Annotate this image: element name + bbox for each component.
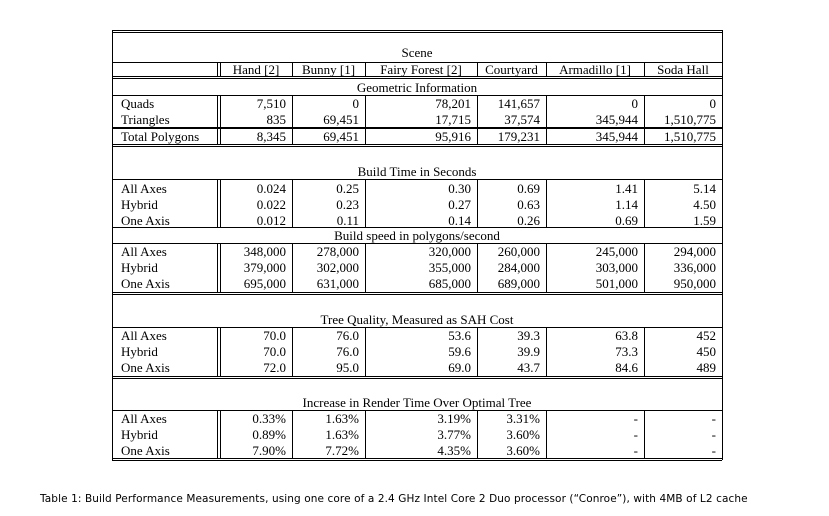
column-divider: [365, 128, 366, 144]
column-divider: [292, 95, 293, 127]
column-divider: [292, 128, 293, 144]
table-cell: 1.63%: [325, 427, 359, 442]
column-header: Soda Hall: [657, 62, 709, 77]
table-cell: 0.11: [336, 213, 359, 228]
header-bottom-rule-inner: [112, 78, 722, 79]
column-divider: [644, 62, 645, 76]
row-label: All Axes: [121, 181, 167, 196]
table-cell: 1.63%: [325, 411, 359, 426]
table-cell: 348,000: [243, 244, 286, 259]
table-caption: Table 1: Build Performance Measurements, using one core of a 2.4 GHz Intel Core 2 Duo processor (“Conroe”), with 4MB of L2 cache: [40, 493, 748, 505]
section-bottom-rule-inner: [112, 294, 722, 295]
column-divider: [217, 62, 218, 76]
table-cell: 7.72%: [325, 443, 359, 458]
table-cell: 450: [696, 344, 716, 359]
column-divider: [217, 327, 218, 376]
table-cell: 0.30: [448, 181, 471, 196]
table-cell: 3.31%: [506, 411, 540, 426]
table-cell: 278,000: [316, 244, 359, 259]
column-divider: [217, 243, 218, 292]
table-cell: 5.14: [693, 181, 716, 196]
table-cell: 70.0: [263, 344, 286, 359]
table-cell: 501,000: [595, 276, 638, 291]
column-divider: [546, 243, 547, 292]
column-header: Courtyard: [485, 62, 538, 77]
section-bottom-rule-inner: [112, 460, 722, 461]
table-cell: 631,000: [316, 276, 359, 291]
table-cell: 685,000: [428, 276, 471, 291]
table-cell: 8,345: [256, 129, 286, 144]
column-divider: [292, 327, 293, 376]
column-header: Bunny [1]: [301, 62, 356, 77]
column-divider: [477, 327, 478, 376]
column-divider: [365, 327, 366, 376]
column-divider: [644, 243, 645, 292]
table-cell: 1.14: [615, 197, 638, 212]
table-cell: 70.0: [263, 328, 286, 343]
table-top-rule-inner: [112, 32, 722, 33]
column-divider: [365, 179, 366, 227]
section-title: Geometric Information: [356, 80, 478, 95]
table-cell: 1,510,775: [664, 112, 716, 127]
table-right-border: [722, 30, 723, 460]
table-cell: 63.8: [615, 328, 638, 343]
table-cell: 17,715: [435, 112, 471, 127]
table-cell: 69,451: [323, 112, 359, 127]
column-divider: [644, 128, 645, 144]
table-cell: 95,916: [435, 129, 471, 144]
table-cell: 489: [696, 360, 716, 375]
table-cell: -: [711, 411, 716, 426]
table-cell: -: [711, 427, 716, 442]
column-divider: [546, 327, 547, 376]
table-cell: 0.024: [256, 181, 286, 196]
table-cell: 1,510,775: [664, 129, 716, 144]
section-bottom-rule-inner: [112, 146, 722, 147]
column-divider: [546, 95, 547, 127]
column-divider: [477, 62, 478, 76]
table-cell: 260,000: [497, 244, 540, 259]
table-cell: 355,000: [428, 260, 471, 275]
column-divider: [477, 243, 478, 292]
section-title: Tree Quality, Measured as SAH Cost: [320, 312, 514, 327]
table-cell: 0.26: [517, 213, 540, 228]
table-cell: 689,000: [497, 276, 540, 291]
table-cell: 345,944: [595, 112, 638, 127]
row-label: All Axes: [121, 411, 167, 426]
table-cell: 345,944: [595, 129, 638, 144]
column-divider: [217, 179, 218, 227]
table-cell: 303,000: [595, 260, 638, 275]
column-divider: [217, 410, 218, 458]
column-divider: [292, 243, 293, 292]
scene-title: Scene: [401, 45, 433, 60]
table-cell: 37,574: [504, 112, 540, 127]
column-divider: [477, 410, 478, 458]
row-label: Quads: [121, 96, 155, 111]
table-cell: 73.3: [615, 344, 638, 359]
table-cell: 78,201: [435, 96, 471, 111]
column-divider: [292, 410, 293, 458]
table-cell: 3.60%: [506, 427, 540, 442]
table-cell: 76.0: [336, 344, 359, 359]
column-divider: [220, 327, 221, 376]
table-cell: 0.89%: [252, 427, 286, 442]
column-header: Hand [2]: [232, 62, 280, 77]
table-cell: 53.6: [448, 328, 471, 343]
section-bottom-rule-inner: [112, 378, 722, 379]
column-divider: [220, 243, 221, 292]
table-cell: 4.35%: [437, 443, 471, 458]
table-cell: -: [633, 443, 638, 458]
table-cell: 95.0: [336, 360, 359, 375]
section-bottom-rule: [112, 144, 722, 145]
section-bottom-rule: [112, 376, 722, 377]
table-cell: 0: [352, 96, 359, 111]
table-cell: 0.14: [448, 213, 471, 228]
column-divider: [220, 179, 221, 227]
table-cell: 0.69: [615, 213, 638, 228]
table-cell: 0.33%: [252, 411, 286, 426]
table-cell: -: [633, 411, 638, 426]
column-divider: [546, 410, 547, 458]
column-divider: [217, 95, 218, 127]
row-label: One Axis: [121, 443, 170, 458]
table-cell: 0.27: [448, 197, 471, 212]
table-cell: 302,000: [316, 260, 359, 275]
row-label: All Axes: [121, 328, 167, 343]
column-divider: [477, 179, 478, 227]
table-cell: 43.7: [517, 360, 540, 375]
table-cell: 284,000: [497, 260, 540, 275]
column-divider: [220, 95, 221, 127]
table-cell: 1.59: [693, 213, 716, 228]
table-cell: 0.012: [256, 213, 286, 228]
column-divider: [546, 62, 547, 76]
column-divider: [644, 179, 645, 227]
table-cell: 0.25: [336, 181, 359, 196]
column-header: Armadillo [1]: [559, 62, 631, 77]
column-divider: [220, 62, 221, 76]
table-cell: -: [633, 427, 638, 442]
row-label: Triangles: [121, 112, 170, 127]
table-cell: 7.90%: [252, 443, 286, 458]
table-cell: 1.41: [615, 181, 638, 196]
column-divider: [365, 243, 366, 292]
table-cell: 0.022: [256, 197, 286, 212]
row-label: Total Polygons: [121, 129, 200, 144]
column-divider: [365, 410, 366, 458]
table-cell: 7,510: [256, 96, 286, 111]
table-cell: 179,231: [497, 129, 540, 144]
table-cell: 69.0: [448, 360, 471, 375]
table-cell: 950,000: [673, 276, 716, 291]
row-label: One Axis: [121, 276, 170, 291]
table-cell: 245,000: [595, 244, 638, 259]
table-cell: 695,000: [243, 276, 286, 291]
row-label: All Axes: [121, 244, 167, 259]
row-label: Hybrid: [121, 344, 158, 359]
table-cell: 3.60%: [506, 443, 540, 458]
column-divider: [292, 62, 293, 76]
column-divider: [365, 62, 366, 76]
header-bottom-rule: [112, 76, 722, 77]
table-cell: 39.9: [517, 344, 540, 359]
column-header: Fairy Forest [2]: [380, 62, 462, 77]
column-divider: [546, 128, 547, 144]
table-cell: 0: [709, 96, 716, 111]
column-divider: [365, 95, 366, 127]
table-cell: 76.0: [336, 328, 359, 343]
column-divider: [644, 95, 645, 127]
table-cell: 452: [696, 328, 716, 343]
table-cell: 0.23: [336, 197, 359, 212]
row-label: One Axis: [121, 360, 170, 375]
table-cell: 39.3: [517, 328, 540, 343]
section-title: Build speed in polygons/second: [334, 228, 500, 243]
section-bottom-rule: [112, 458, 722, 459]
table-cell: 69,451: [323, 129, 359, 144]
table-cell: 4.50: [693, 197, 716, 212]
column-divider: [546, 179, 547, 227]
row-label: One Axis: [121, 213, 170, 228]
table-cell: 379,000: [243, 260, 286, 275]
column-divider: [477, 95, 478, 127]
table-cell: -: [711, 443, 716, 458]
column-divider: [477, 128, 478, 144]
performance-table: [112, 30, 722, 460]
table-cell: 59.6: [448, 344, 471, 359]
section-title: Build Time in Seconds: [357, 164, 477, 179]
column-divider: [220, 128, 221, 144]
row-label: Hybrid: [121, 260, 158, 275]
table-cell: 84.6: [615, 360, 638, 375]
column-divider: [217, 128, 218, 144]
row-label: Hybrid: [121, 197, 158, 212]
row-label: Hybrid: [121, 427, 158, 442]
column-divider: [644, 410, 645, 458]
table-cell: 3.77%: [437, 427, 471, 442]
column-divider: [220, 410, 221, 458]
table-cell: 72.0: [263, 360, 286, 375]
table-cell: 0.69: [517, 181, 540, 196]
column-divider: [644, 327, 645, 376]
table-cell: 835: [266, 112, 286, 127]
table-cell: 3.19%: [437, 411, 471, 426]
section-title: Increase in Render Time Over Optimal Tree: [302, 395, 532, 410]
section-title-rule: [112, 179, 722, 180]
table-cell: 0.63: [517, 197, 540, 212]
section-bottom-rule: [112, 292, 722, 293]
table-cell: 320,000: [428, 244, 471, 259]
table-cell: 0: [631, 96, 638, 111]
table-cell: 336,000: [673, 260, 716, 275]
column-divider: [292, 179, 293, 227]
table-cell: 294,000: [673, 244, 716, 259]
table-cell: 141,657: [497, 96, 540, 111]
table-top-rule: [112, 30, 722, 31]
